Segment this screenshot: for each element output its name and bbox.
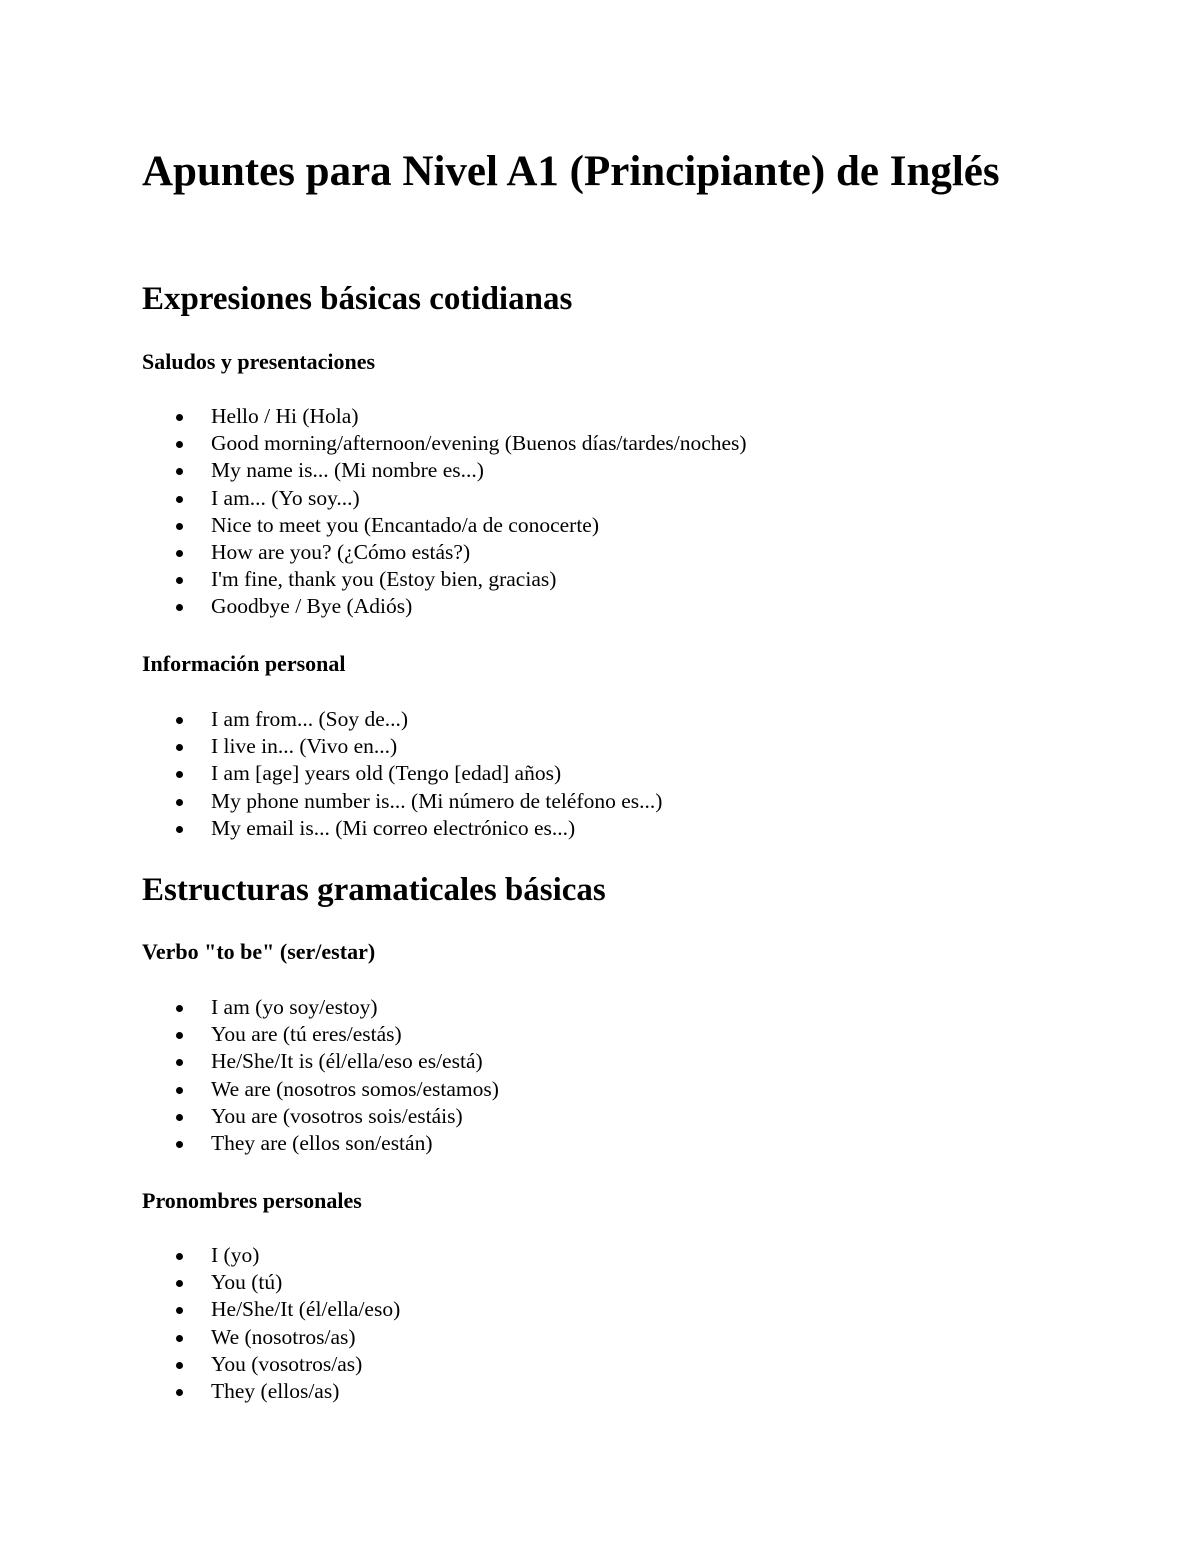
list-item-text: We (nosotros/as): [211, 1324, 356, 1349]
list-item-text: I am [age] years old (Tengo [edad] años): [211, 761, 562, 786]
bullet-icon: [176, 826, 183, 833]
list-item-text: My phone number is... (Mi número de teléfono es...): [211, 788, 663, 813]
list-item-text: My name is... (Mi nombre es...): [211, 458, 484, 483]
list-item: [142, 815, 662, 842]
section-heading-expresiones: Expresiones básicas cotidianas: [142, 281, 573, 317]
bullet-icon: [176, 1059, 183, 1066]
list-item-text: You are (vosotros sois/estáis): [211, 1103, 463, 1128]
bullet-icon: [176, 523, 183, 530]
list-verbo-to-be: [142, 994, 499, 1157]
subsection-heading-informacion: Información personal: [142, 651, 346, 676]
subsection-heading-verbo-to-be: Verbo "to be" (ser/estar): [142, 939, 376, 964]
list-item-text: We are (nosotros somos/estamos): [211, 1076, 499, 1101]
bullet-icon: [176, 744, 183, 751]
list-item-text: I am... (Yo soy...): [211, 485, 360, 510]
list-item-text: Nice to meet you (Encantado/a de conocerte): [211, 512, 600, 537]
list-item: [142, 788, 662, 815]
bullet-icon: [176, 1141, 183, 1148]
list-item: [142, 457, 747, 484]
bullet-icon: [176, 1005, 183, 1012]
list-item-text: Goodbye / Bye (Adiós): [211, 594, 413, 619]
list-item-text: I live in... (Vivo en...): [211, 734, 398, 759]
list-item-text: I am (yo soy/estoy): [211, 995, 378, 1019]
subsection-heading-saludos: Saludos y presentaciones: [142, 349, 376, 374]
list-item-text: You (vosotros/as): [211, 1351, 363, 1376]
list-item: [142, 733, 662, 760]
list-item-text: How are you? (¿Cómo estás?): [211, 539, 471, 564]
bullet-icon: [176, 1335, 183, 1342]
list-informacion: [142, 706, 662, 842]
bullet-icon: [176, 1032, 183, 1039]
list-item: [142, 1378, 400, 1405]
bullet-icon: [176, 441, 183, 448]
list-item-text: You (tú): [211, 1270, 283, 1295]
list-item: [142, 1103, 499, 1130]
list-item-text: Hello / Hi (Hola): [211, 404, 359, 428]
bullet-icon: [176, 414, 183, 421]
list-item: [142, 593, 747, 620]
section-heading-estructuras: Estructuras gramaticales básicas: [142, 872, 606, 908]
list-item: [142, 1076, 499, 1103]
bullet-icon: [176, 468, 183, 475]
list-item: [142, 1269, 400, 1296]
list-item: [142, 485, 747, 512]
list-item: [142, 1324, 400, 1351]
bullet-icon: [176, 1114, 183, 1121]
list-item-text: You are (tú eres/estás): [211, 1022, 402, 1047]
bullet-icon: [176, 1253, 183, 1260]
bullet-icon: [176, 1362, 183, 1369]
list-item: [142, 1242, 400, 1269]
list-item: [142, 994, 499, 1021]
page-title: Apuntes para Nivel A1 (Principiante) de Inglés: [142, 148, 1000, 195]
bullet-icon: [176, 1389, 183, 1396]
list-item: [142, 1021, 499, 1048]
bullet-icon: [176, 717, 183, 724]
list-item-text: They are (ellos son/están): [211, 1130, 433, 1155]
list-item: [142, 539, 747, 566]
list-item: [142, 706, 662, 733]
list-item: [142, 1130, 499, 1157]
list-item-text: I (yo): [211, 1243, 260, 1267]
bullet-icon: [176, 799, 183, 806]
bullet-icon: [176, 1087, 183, 1094]
list-item-text: He/She/It is (él/ella/eso es/está): [211, 1049, 483, 1074]
bullet-icon: [176, 1280, 183, 1287]
list-item: [142, 760, 662, 787]
list-item-text: I'm fine, thank you (Estoy bien, gracias): [211, 567, 557, 592]
bullet-icon: [176, 496, 183, 503]
list-item-text: I am from... (Soy de...): [211, 707, 409, 731]
list-item-text: My email is... (Mi correo electrónico es...): [211, 815, 576, 840]
list-item: [142, 1048, 499, 1075]
bullet-icon: [176, 577, 183, 584]
subsection-heading-pronombres: Pronombres personales: [142, 1188, 362, 1213]
list-item: [142, 512, 747, 539]
list-pronombres: [142, 1242, 400, 1405]
list-saludos: [142, 403, 747, 621]
list-item: [142, 1296, 400, 1323]
list-item-text: Good morning/afternoon/evening (Buenos días/tardes/noches): [211, 431, 747, 456]
list-item: [142, 566, 747, 593]
list-item: [142, 403, 747, 430]
list-item: [142, 1351, 400, 1378]
bullet-icon: [176, 604, 183, 611]
bullet-icon: [176, 1307, 183, 1314]
list-item: [142, 430, 747, 457]
bullet-icon: [176, 771, 183, 778]
bullet-icon: [176, 550, 183, 557]
list-item-text: He/She/It (él/ella/eso): [211, 1297, 401, 1322]
list-item-text: They (ellos/as): [211, 1378, 340, 1403]
